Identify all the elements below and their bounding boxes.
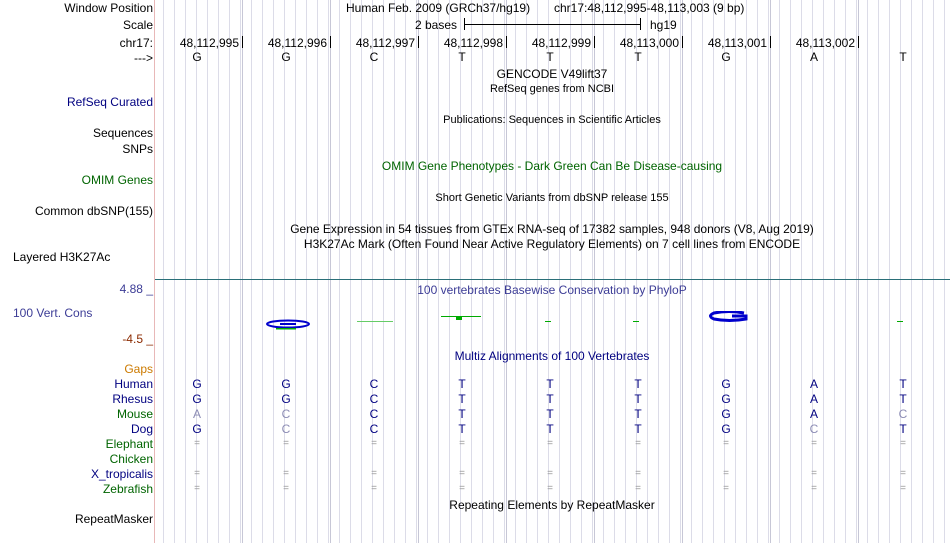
alignment-base: T (546, 407, 554, 421)
grid-line (625, 0, 626, 543)
species-label-zebrafish[interactable]: Zebrafish (102, 482, 153, 496)
grid-line (867, 0, 868, 543)
grid-line (823, 0, 824, 543)
strand-arrow-label: ---> (134, 51, 153, 65)
coordinate-tick (330, 36, 331, 48)
species-label-chicken[interactable]: Chicken (109, 452, 153, 466)
coordinate-tick (594, 36, 595, 48)
cons-max-label: 4.88 _ (119, 282, 153, 296)
phylop-track-title[interactable]: 100 vertebrates Basewise Conservation by PhyloP (417, 283, 687, 297)
alignment-base: T (458, 377, 466, 391)
repeatmasker-label[interactable]: RepeatMasker (74, 512, 153, 526)
reference-base: T (634, 50, 642, 64)
coordinate-tick (682, 36, 683, 48)
reference-base: T (899, 50, 907, 64)
grid-line (416, 0, 417, 543)
alignment-base: = (283, 483, 289, 494)
alignment-base: A (809, 407, 819, 421)
vert-cons-label[interactable]: 100 Vert. Cons (13, 306, 93, 320)
alignment-base: C (369, 377, 379, 391)
coordinate-label: 48,112,996 (267, 36, 327, 50)
conservation-bar-5 (545, 321, 551, 322)
grid-line (680, 0, 681, 543)
grid-line (383, 0, 384, 543)
alignment-base: = (547, 468, 553, 479)
grid-line (427, 0, 428, 543)
omim-track-title[interactable]: OMIM Gene Phenotypes - Dark Green Can Be Disease-causing (381, 159, 723, 173)
species-label-rhesus[interactable]: Rhesus (112, 392, 153, 406)
grid-line (449, 0, 450, 543)
dbsnp-track-title[interactable]: Short Genetic Variants from dbSNP release 155 (435, 192, 669, 204)
grid-line (636, 0, 637, 543)
alignment-base: = (194, 468, 200, 479)
coordinate-tick (418, 36, 419, 48)
reference-base: T (546, 50, 554, 64)
alignment-base: = (194, 438, 200, 449)
refseq-curated-label[interactable]: RefSeq Curated (66, 95, 153, 109)
grid-line (669, 0, 670, 543)
species-label-elephant[interactable]: Elephant (105, 437, 153, 451)
alignment-base: = (811, 438, 817, 449)
coordinate-tick (770, 36, 771, 48)
alignment-base: A (192, 407, 202, 421)
species-label-dog[interactable]: Dog (130, 422, 153, 436)
alignment-base: A (809, 392, 819, 406)
coordinate-tick (506, 36, 507, 48)
grid-line (262, 0, 263, 543)
repeatmasker-track-title[interactable]: Repeating Elements by RepeatMasker (449, 498, 655, 512)
reference-base: T (458, 50, 466, 64)
sequences-label[interactable]: Sequences (92, 126, 153, 140)
grid-line (438, 0, 439, 543)
grid-line (713, 0, 714, 543)
conservation-bar-3 (357, 321, 393, 322)
conservation-bar-6 (633, 321, 639, 322)
base-boundary-line (770, 0, 771, 543)
alignment-base: = (635, 438, 641, 449)
alignment-base: T (899, 422, 907, 436)
gencode-track-title[interactable]: GENCODE V49lift37 (496, 67, 608, 81)
coordinate-label: 48,113,002 (795, 36, 855, 50)
coordinate-label: 48,113,000 (619, 36, 679, 50)
alignment-base: C (809, 422, 819, 436)
coordinate-tick (242, 36, 243, 48)
alignment-base: = (371, 438, 377, 449)
track-group-divider (155, 279, 950, 280)
publications-track-title[interactable]: Publications: Sequences in Scientific Articles (443, 114, 661, 126)
grid-line (196, 0, 197, 543)
reference-base: G (721, 50, 731, 64)
alignment-base: G (281, 377, 291, 391)
conservation-bar-4b (456, 316, 462, 320)
alignment-base: T (458, 407, 466, 421)
grid-line (768, 0, 769, 543)
alignment-base: G (192, 377, 202, 391)
grid-line (317, 0, 318, 543)
alignment-base: = (723, 468, 729, 479)
reference-base: C (369, 50, 379, 64)
refseq-track-description: RefSeq genes from NCBI (489, 83, 615, 95)
alignment-base: = (283, 438, 289, 449)
grid-line (900, 0, 901, 543)
coordinate-label: 48,113,001 (707, 36, 767, 50)
grid-line (702, 0, 703, 543)
alignment-base: T (634, 392, 642, 406)
multiz-track-title[interactable]: Multiz Alignments of 100 Vertebrates (454, 349, 650, 363)
grid-line (207, 0, 208, 543)
base-boundary-line (330, 0, 331, 543)
grid-line (779, 0, 780, 543)
grid-line (647, 0, 648, 543)
grid-line (273, 0, 274, 543)
reference-base: G (192, 50, 202, 64)
alignment-base: G (721, 422, 731, 436)
assembly-title: Human Feb. 2009 (GRCh37/hg19) (346, 1, 531, 15)
coordinate-label: 48,112,995 (179, 36, 239, 50)
alignment-base: A (809, 377, 819, 391)
alignment-base: = (194, 483, 200, 494)
grid-line (295, 0, 296, 543)
label-column-separator (154, 0, 155, 543)
base-boundary-line (418, 0, 419, 543)
grid-line (889, 0, 890, 543)
reference-base: A (809, 50, 819, 64)
grid-line (757, 0, 758, 543)
species-label-mouse[interactable]: Mouse (116, 407, 153, 421)
alignment-base: = (811, 483, 817, 494)
alignment-base: C (369, 422, 379, 436)
grid-line (174, 0, 175, 543)
coordinate-tick (858, 36, 859, 48)
conservation-bar-9 (897, 321, 903, 322)
coordinate-label: 48,112,998 (443, 36, 503, 50)
alignment-base: = (371, 483, 377, 494)
alignment-base: G (281, 392, 291, 406)
alignment-base: G (721, 377, 731, 391)
alignment-base: = (723, 483, 729, 494)
alignment-base: T (546, 377, 554, 391)
grid-line (845, 0, 846, 543)
alignment-base: C (898, 407, 908, 421)
grid-line (746, 0, 747, 543)
grid-line (812, 0, 813, 543)
window-position-value: chr17:48,112,995-48,113,003 (9 bp) (554, 1, 745, 15)
grid-line (922, 0, 923, 543)
grid-line (460, 0, 461, 543)
h3k27ac-track-title[interactable]: H3K27Ac Mark (Often Found Near Active Regulatory Elements) on 7 cell lines from ENCODE (303, 237, 801, 251)
alignment-base: = (371, 468, 377, 479)
grid-line (834, 0, 835, 543)
alignment-base: = (547, 438, 553, 449)
alignment-base: = (459, 438, 465, 449)
grid-line (394, 0, 395, 543)
alignment-base: T (458, 422, 466, 436)
base-boundary-line (682, 0, 683, 543)
alignment-base: T (546, 422, 554, 436)
grid-line (372, 0, 373, 543)
grid-line (361, 0, 362, 543)
grid-line (251, 0, 252, 543)
grid-line (724, 0, 725, 543)
alignment-base: G (192, 392, 202, 406)
alignment-base: = (547, 483, 553, 494)
grid-line (856, 0, 857, 543)
grid-line (229, 0, 230, 543)
alignment-base: T (634, 377, 642, 391)
alignment-base: T (899, 392, 907, 406)
grid-line (911, 0, 912, 543)
grid-line (691, 0, 692, 543)
scale-text: 2 bases (415, 18, 458, 32)
alignment-base: T (634, 407, 642, 421)
alignment-base: T (546, 392, 554, 406)
alignment-base: T (458, 392, 466, 406)
alignment-base: = (283, 468, 289, 479)
alignment-base: = (900, 468, 906, 479)
alignment-base: C (281, 407, 291, 421)
common-dbsnp-label[interactable]: Common dbSNP(155) (34, 204, 153, 218)
species-label-human[interactable]: Human (114, 377, 153, 391)
omim-genes-label[interactable]: OMIM Genes (81, 173, 153, 187)
coordinate-label: 48,112,999 (531, 36, 591, 50)
window-position-label: Window Position (64, 1, 153, 15)
coordinate-label: 48,112,997 (355, 36, 415, 50)
grid-line (163, 0, 164, 543)
scale-db-text: hg19 (650, 18, 677, 32)
grid-line (405, 0, 406, 543)
grid-line (735, 0, 736, 543)
grid-line (328, 0, 329, 543)
grid-line (471, 0, 472, 543)
alignment-base: = (723, 438, 729, 449)
alignment-base: C (369, 407, 379, 421)
grid-line (801, 0, 802, 543)
alignment-base: = (811, 468, 817, 479)
grid-line (306, 0, 307, 543)
base-boundary-line (858, 0, 859, 543)
snps-label[interactable]: SNPs (122, 142, 153, 156)
alignment-base: C (281, 422, 291, 436)
conservation-logo-g-1 (266, 319, 312, 331)
grid-line (482, 0, 483, 543)
alignment-base: C (369, 392, 379, 406)
layered-h3k27ac-label[interactable]: Layered H3K27Ac (13, 250, 111, 264)
cons-min-label: -4.5 _ (122, 332, 153, 346)
grid-line (878, 0, 879, 543)
alignment-base: G (721, 392, 731, 406)
alignment-base: T (899, 377, 907, 391)
chrom-label: chr17: (119, 36, 153, 50)
grid-line (614, 0, 615, 543)
grid-line (218, 0, 219, 543)
alignment-base: T (634, 422, 642, 436)
alignment-base: G (192, 422, 202, 436)
alignment-base: G (721, 407, 731, 421)
grid-line (944, 0, 945, 543)
alignment-base: = (635, 468, 641, 479)
alignment-base: = (635, 483, 641, 494)
grid-line (185, 0, 186, 543)
scale-label: Scale (122, 18, 153, 32)
base-boundary-line (242, 0, 243, 543)
species-label-x_tropicalis[interactable]: X_tropicalis (90, 467, 153, 481)
grid-line (933, 0, 934, 543)
alignment-base: = (900, 483, 906, 494)
conservation-logo-g-7 (706, 311, 752, 323)
alignment-base: = (459, 468, 465, 479)
grid-line (240, 0, 241, 543)
reference-base: G (281, 50, 291, 64)
grid-line (339, 0, 340, 543)
grid-line (658, 0, 659, 543)
alignment-base: = (459, 483, 465, 494)
grid-line (350, 0, 351, 543)
alignment-base: = (900, 438, 906, 449)
grid-line (284, 0, 285, 543)
grid-line (790, 0, 791, 543)
gtex-track-title[interactable]: Gene Expression in 54 tissues from GTEx RNA-seq of 17382 samples, 948 donors (V8, Aug 2019) (290, 222, 814, 236)
gaps-label: Gaps (124, 362, 153, 376)
